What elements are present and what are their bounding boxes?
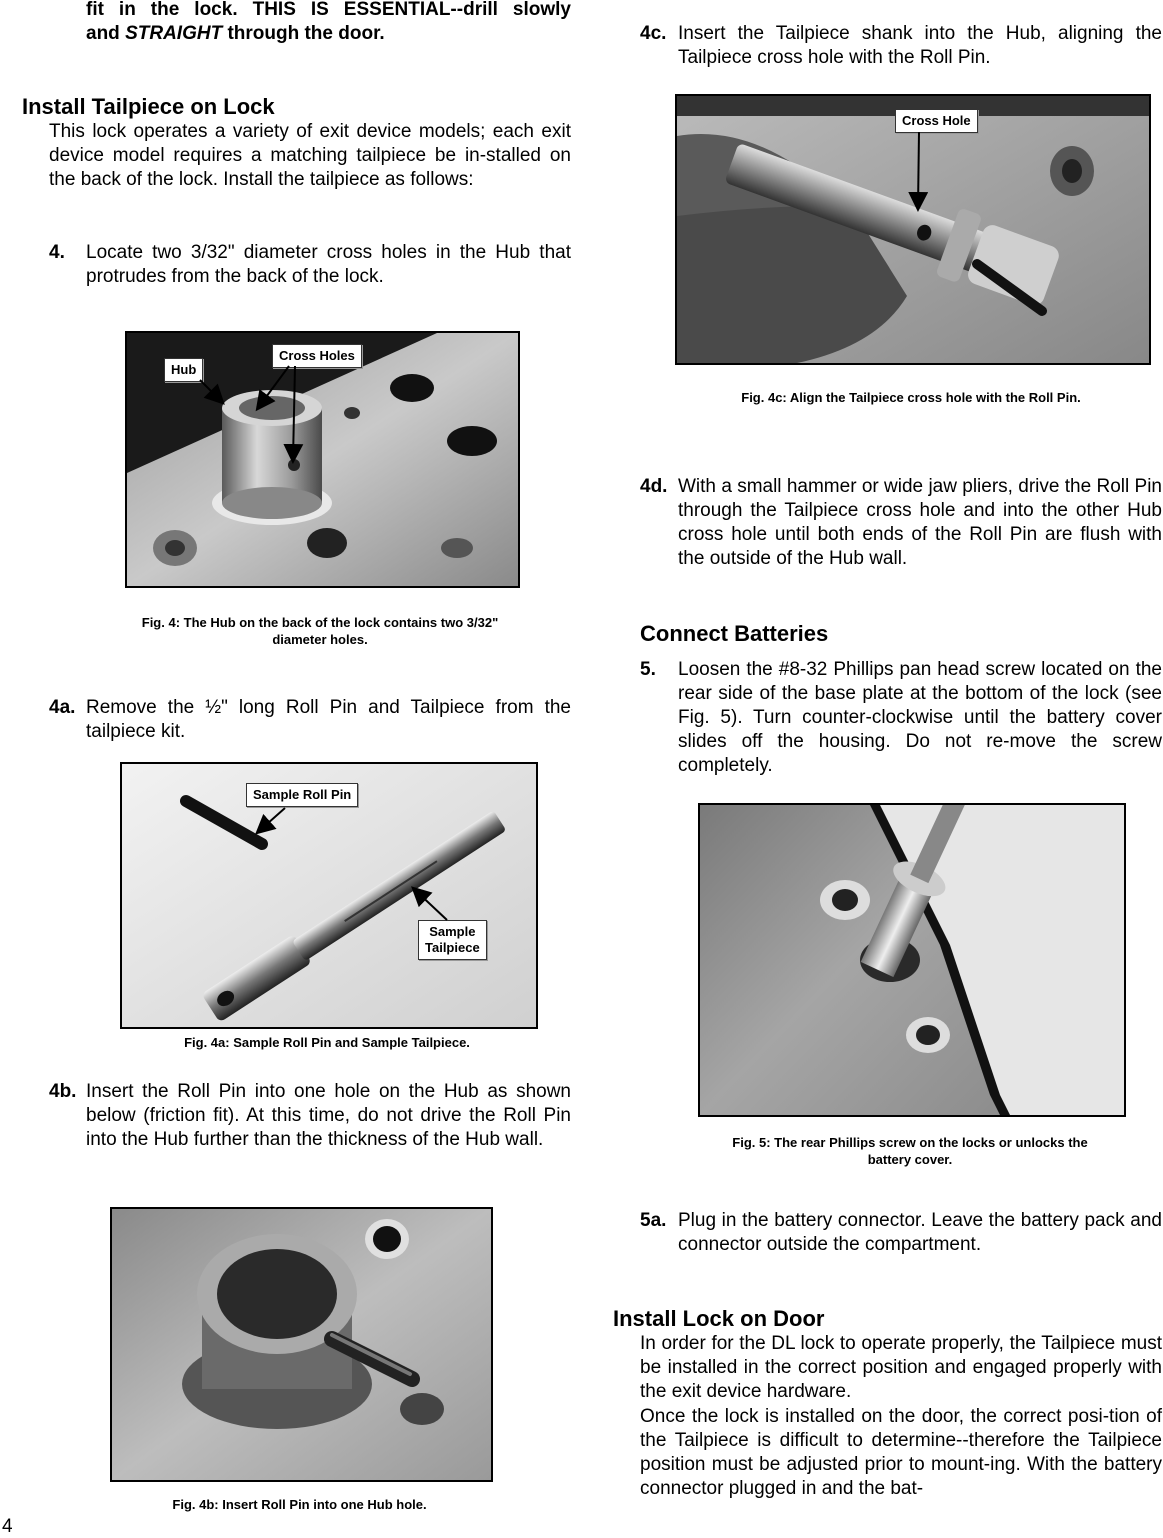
step-4a xyxy=(49,696,571,746)
fig-4c-align-photo xyxy=(675,94,1151,365)
tailpiece-heading: Install Tailpiece on Lock xyxy=(22,94,275,119)
step-4c xyxy=(640,22,1162,72)
roll-pin-in-hub-illustration xyxy=(112,1209,491,1480)
intro-line-2-emphasis: STRAIGHT xyxy=(125,23,223,44)
door-heading: Install Lock on Door xyxy=(613,1306,825,1331)
intro-continuation xyxy=(86,0,571,46)
step-text: Plug in the battery connector. Leave the battery pack and connector outside the compartment. xyxy=(678,1210,1162,1255)
intro-line-2-pre: and xyxy=(86,23,126,44)
fig-4-caption-line-1: Fig. 4: The Hub on the back of the lock contains two 3/32" xyxy=(141,615,499,630)
step-text: With a small hammer or wide jaw pliers, drive the Roll Pin through the Tailpiece cross hole and into the other Hub cross hole until both ends of the Roll Pin are flush with the outside of the Hub wall. xyxy=(678,476,1162,569)
fig-4-label-hub: Hub xyxy=(164,358,203,382)
fig-4c-caption: Fig. 4c: Align the Tailpiece cross hole with the Roll Pin. xyxy=(741,390,1081,405)
fig-5-screw-photo xyxy=(698,803,1126,1117)
fig-5-caption xyxy=(680,1134,1140,1168)
step-text: Insert the Tailpiece shank into the Hub, aligning the Tailpiece cross hole with the Roll Pin. xyxy=(678,23,1162,68)
step-text: Insert the Roll Pin into one hole on the Hub as shown below (friction fit). At this time, do not drive the Roll Pin into the Hub further than the thickness of the Hub wall. xyxy=(86,1081,571,1150)
tailpiece-label-line-2: Tailpiece xyxy=(425,940,480,955)
step-4d xyxy=(640,475,1162,575)
step-number: 4b. xyxy=(49,1081,77,1102)
fig-4-caption-line-2: diameter holes. xyxy=(272,632,368,647)
fig-5-caption-line-2: battery cover. xyxy=(867,1152,953,1167)
step-text: Locate two 3/32" diameter cross holes in the Hub that protrudes from the back of the lock. xyxy=(86,242,571,287)
batteries-heading: Connect Batteries xyxy=(640,621,829,646)
door-paragraph-1: In order for the DL lock to operate properly, the Tailpiece must be installed in the correct position and engaged properly with the exit device hardware. xyxy=(640,1333,1162,1402)
tailpiece-intro-paragraph: This lock operates a variety of exit device models; each exit device model requires a matching tailpiece be in-stalled on the back of the lock. Install the tailpiece as follows: xyxy=(49,121,571,190)
intro-line-2 xyxy=(86,22,571,46)
step-text: Loosen the #8-32 Phillips pan head screw located on the rear side of the base plate at the bottom of the lock (see Fig. 5). Turn counter-clockwise until the battery cover slides off the housing. Do not re-move the screw completely. xyxy=(678,659,1162,776)
step-text: Remove the ½" long Roll Pin and Tailpiece from the tailpiece kit. xyxy=(86,697,571,742)
fig-4-label-cross-holes: Cross Holes xyxy=(272,344,362,368)
intro-line-1: fit in the lock. THIS IS ESSENTIAL--drill slowly xyxy=(86,0,571,20)
fig-4b-caption: Fig. 4b: Insert Roll Pin into one Hub hole. xyxy=(172,1497,427,1512)
fig-4b-roll-pin-photo xyxy=(110,1207,493,1482)
intro-line-2-post: through the door. xyxy=(222,23,385,44)
phillips-screw-illustration xyxy=(700,805,1124,1115)
step-number: 4d. xyxy=(640,476,668,497)
fig-4-caption xyxy=(90,614,550,648)
step-4 xyxy=(49,241,571,291)
step-5a xyxy=(640,1209,1162,1259)
door-paragraph-2: Once the lock is installed on the door, the correct posi-tion of the Tailpiece is difficult to determine--therefore the Tailpiece position must be adjusted prior to mount-ing. With the battery connector plugged in and the bat- xyxy=(640,1406,1162,1499)
fig-4a-caption: Fig. 4a: Sample Roll Pin and Sample Tailpiece. xyxy=(184,1035,470,1050)
page-number: 4 xyxy=(2,1516,13,1537)
fig-5-caption-line-1: Fig. 5: The rear Phillips screw on the locks or unlocks the xyxy=(732,1135,1088,1150)
tailpiece-label-line-1: Sample xyxy=(429,924,476,939)
fig-4c-label-cross-hole: Cross Hole xyxy=(895,109,978,133)
fig-4a-label-tailpiece xyxy=(418,920,487,960)
step-number: 5a. xyxy=(640,1210,667,1231)
step-number: 4. xyxy=(49,242,65,263)
step-5 xyxy=(640,658,1162,783)
step-number: 5. xyxy=(640,659,656,680)
align-tailpiece-illustration xyxy=(677,96,1149,363)
fig-4a-label-roll-pin: Sample Roll Pin xyxy=(246,783,358,807)
step-4b xyxy=(49,1080,571,1180)
step-number: 4c. xyxy=(640,23,667,44)
step-number: 4a. xyxy=(49,697,76,718)
